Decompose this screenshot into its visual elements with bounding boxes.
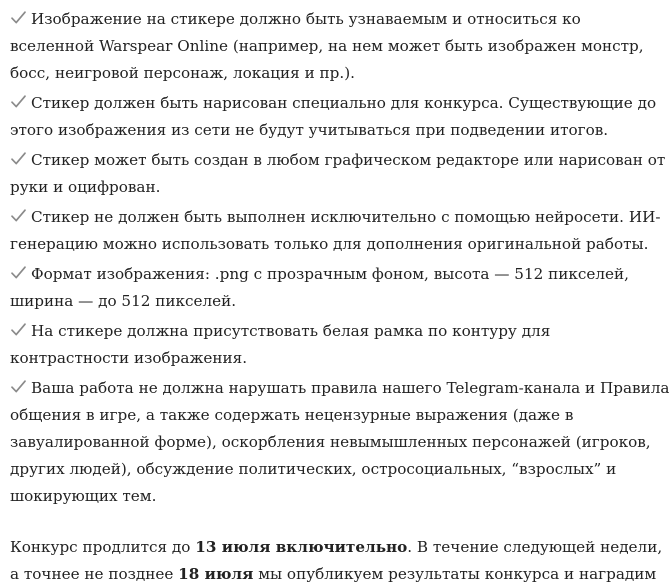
rule-line [10,231,649,258]
rule-text: Ваша работа не должна нарушать правила нашего Telegram-канала и Правила [31,379,669,397]
rule-text: Формат изображения: .png с прозрачным фоном, высота — 512 пикселей, [31,265,629,283]
outro-text: мы опубликуем результаты конкурса и наградим [253,565,657,583]
rule-item [10,261,629,315]
check-icon [10,94,27,109]
rule-text: вселенной Warspear Online (например, на нем может быть изображен монстр, [10,37,644,55]
outro-line-2 [10,561,657,588]
rule-item [10,375,669,510]
outro-line-1 [10,534,663,561]
rule-text: Стикер не должен быть выполнен исключительно с помощью нейросети. ИИ- [31,208,661,226]
rule-line [10,483,602,510]
rule-line [10,261,629,288]
rule-line [10,345,602,372]
rule-text: руки и оцифрован. [10,178,161,196]
rule-line [10,429,651,456]
check-icon [10,265,27,280]
rule-text: контрастности изображения. [10,349,248,367]
rule-text: общения в игре, а также содержать нецензурные выражения (даже в [10,406,574,424]
rule-line [10,288,602,315]
rule-text: Стикер должен быть нарисован специально для конкурса. Существующие до [31,94,657,112]
rule-line [10,318,602,345]
rule-item [10,204,661,258]
rule-line [10,90,657,117]
check-icon [10,322,27,337]
check-icon [10,208,27,223]
outro-paragraph [10,534,663,588]
rule-line [10,117,609,144]
rule-text: Изображение на стикере должно быть узнаваемым и относиться ко [31,10,581,28]
rules-list [10,6,669,510]
results-date: 18 июля [178,565,254,583]
rule-text: Стикер может быть создан в любом графическом редакторе или нарисован от [31,151,666,169]
rule-line [10,375,669,402]
rule-item [10,318,602,372]
spacer [10,513,602,534]
document-body [10,6,669,588]
rule-item [10,147,666,201]
rule-text: других людей), обсуждение политических, остросоциальных, “взрослых” и [10,460,617,478]
check-icon [10,151,27,166]
rule-text: завуалированной форме), оскорбления невымышленных персонажей (игроков, [10,433,651,451]
rule-line [10,147,666,174]
rule-item [10,90,657,144]
rule-line [10,60,602,87]
outro-text: . В течение следующей недели, [407,538,663,556]
rule-line [10,33,644,60]
rule-text: этого изображения из сети не будут учитываться при подведении итогов. [10,121,609,139]
outro-text: а точнее не позднее [10,565,179,583]
rule-text: босс, неигровой персонаж, локация и пр.). [10,64,355,82]
rule-line [10,174,602,201]
check-icon [10,10,27,25]
rule-line [10,204,661,231]
rule-text: шокирующих тем. [10,487,157,505]
outro-text: Конкурс продлится до [10,538,196,556]
rule-line [10,6,602,33]
deadline-date: 13 июля включительно [195,538,408,556]
rule-text: ширина — до 512 пикселей. [10,292,237,310]
rule-line [10,402,602,429]
rule-line [10,456,617,483]
rule-text: На стикере должна присутствовать белая рамка по контуру для [31,322,551,340]
check-icon [10,379,27,394]
rule-item [10,6,644,87]
rule-text: генерацию можно использовать только для дополнения оригинальной работы. [10,235,649,253]
